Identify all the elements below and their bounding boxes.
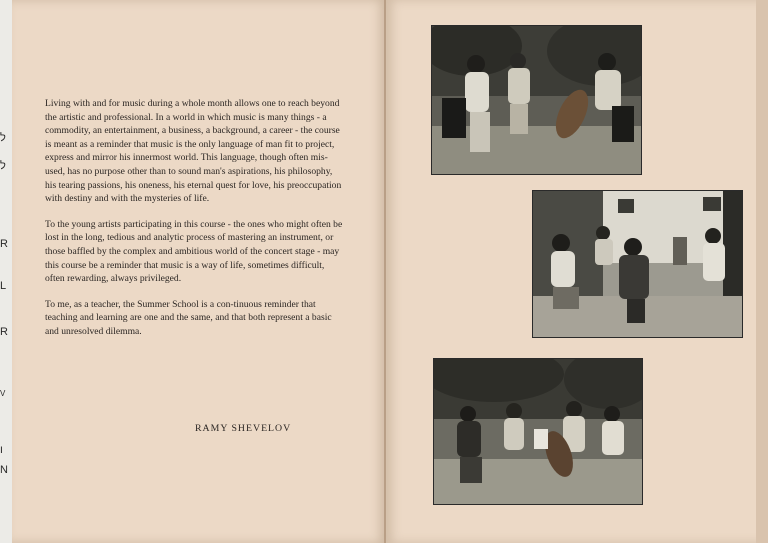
- outdoor-trio-photo: [431, 25, 642, 175]
- next-page-edge: [756, 0, 768, 543]
- edge-letter: R: [0, 326, 8, 338]
- author-signature: RAMY SHEVELOV: [195, 423, 292, 434]
- edge-letter: L: [0, 280, 7, 292]
- outdoor-quartet-photo: [433, 358, 643, 505]
- edge-letter: ל: [0, 160, 6, 172]
- essay-paragraph: To the young artists participating in this course - the ones who might often be lost in the long, tedious and analytic process of mastering an instrument, or those baffled by the complex and ambitious world of the concert stage - may this course be a reminder that music is a way of life, sometimes difficult, often rewarding, always privileged.: [45, 218, 343, 285]
- edge-letter: ו: [0, 444, 3, 456]
- essay-paragraph: To me, as a teacher, the Summer School is a con-tinuous reminder that teaching and learning are one and the same, and that both represent a basic and unresolved dilemma.: [45, 298, 332, 337]
- left-page: [12, 0, 386, 543]
- edge-letter: R: [0, 238, 8, 250]
- edge-letter: V: [0, 389, 6, 398]
- indoor-ensemble-photo: [532, 190, 743, 338]
- essay-text: [45, 97, 345, 351]
- edge-letter: ל: [0, 132, 6, 144]
- essay-paragraph: Living with and for music during a whole month allows one to reach beyond the artistic and professional. In a world in which music is many things - a commodity, an entertainment, a business, a background, a career - the course is meant as a reminder that music is the only language of man fit to project, express and mirror his innermost world. This language, though often mis-used, has no purpose other than to sound man's aspirations, his philosophy, his tearing passions, his oneness, his eternal quest for love, his preoccupation with destiny and with the mysteries of life.: [45, 98, 342, 205]
- edge-letter: N: [0, 464, 8, 476]
